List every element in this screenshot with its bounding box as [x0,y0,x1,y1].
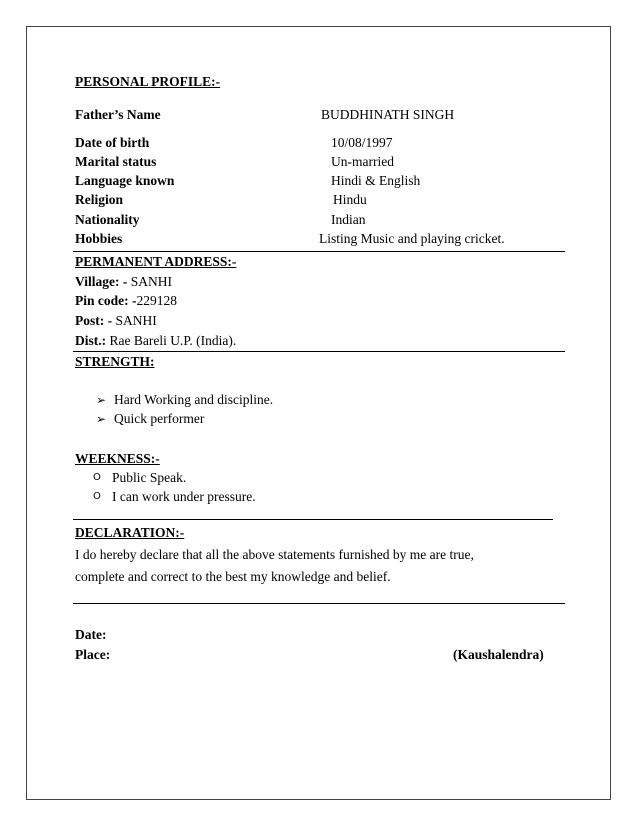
strength-item: Quick performer [114,411,205,426]
circle-bullet-icon: O [93,491,101,502]
religion-label: Religion [75,192,124,207]
strength-heading: STRENGTH: [75,354,155,369]
personal-profile-heading: PERSONAL PROFILE:- [75,74,221,89]
father-name-label: Father’s Name [75,107,161,122]
arrow-bullet-icon: ➢ [96,393,107,407]
divider-rule [73,603,565,604]
pin-code-label: Pin code: - [75,293,137,308]
arrow-bullet-icon: ➢ [96,412,107,426]
weakness-heading: WEEKNESS:- [75,451,160,466]
dob-label: Date of birth [75,135,150,150]
marital-status-value: Un-married [331,154,394,169]
signature-name: (Kaushalendra) [453,647,544,662]
date-label: Date: [75,627,107,642]
nationality-label: Nationality [75,212,140,227]
post-line [75,313,157,329]
religion-value: Hindu [333,192,367,207]
strength-item: Hard Working and discipline. [114,392,274,407]
post-label: Post: - [75,313,113,328]
village-line [75,274,172,290]
district-value: Rae Bareli U.P. (India). [106,333,237,348]
post-value: SANHI [112,313,157,328]
place-label: Place: [75,647,111,662]
divider-rule [73,519,553,520]
dob-value: 10/08/1997 [331,135,393,150]
declaration-text-line2: complete and correct to the best my knowledge and belief. [75,569,391,584]
divider-rule [73,351,565,352]
father-name-value: BUDDHINATH SINGH [321,107,455,122]
declaration-heading: DECLARATION:- [75,525,185,540]
pin-code-value: 229128 [136,293,177,308]
language-label: Language known [75,173,175,188]
hobbies-value: Listing Music and playing cricket. [319,231,505,246]
language-value: Hindi & English [331,173,421,188]
village-value: SANHI [127,274,172,289]
marital-status-label: Marital status [75,154,157,169]
weakness-item: I can work under pressure. [112,489,256,504]
declaration-text-line1: I do hereby declare that all the above statements furnished by me are true, [75,547,474,562]
hobbies-label: Hobbies [75,231,123,246]
divider-rule [73,251,565,252]
village-label: Village: - [75,274,128,289]
district-line [75,333,236,349]
weakness-item: Public Speak. [112,470,187,485]
district-label: Dist.: [75,333,107,348]
pin-code-line [75,293,177,309]
circle-bullet-icon: O [93,472,101,483]
address-heading: PERMANENT ADDRESS:- [75,254,237,269]
nationality-value: Indian [331,212,366,227]
